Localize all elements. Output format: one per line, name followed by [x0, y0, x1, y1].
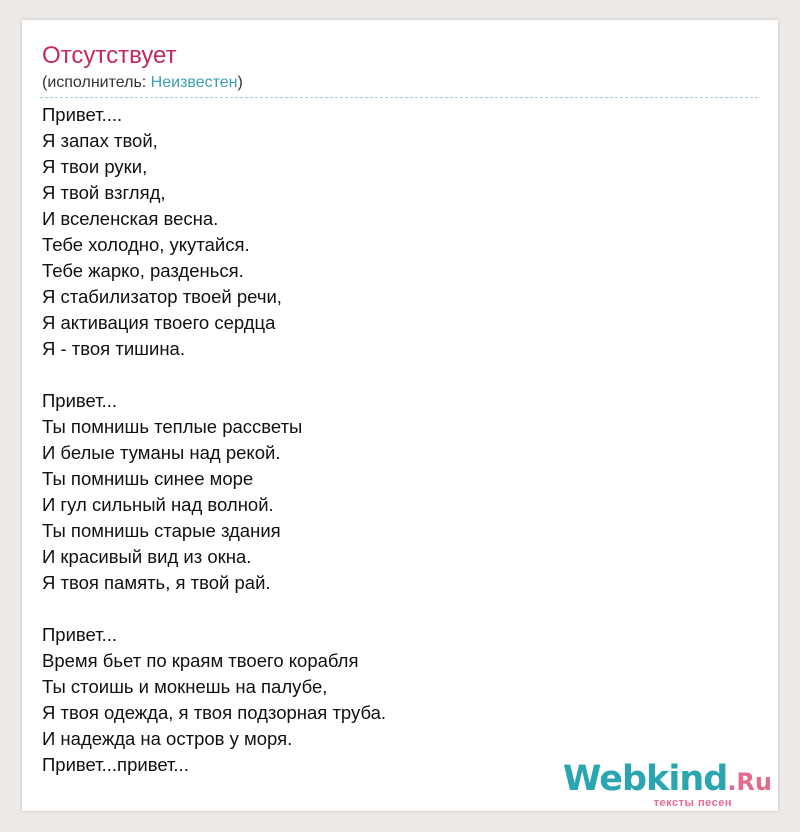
- lyric-line: И вселенская весна.: [42, 208, 219, 229]
- lyric-line: Я твои руки,: [42, 156, 148, 177]
- lyrics-text: [42, 102, 742, 778]
- header-divider: [40, 97, 758, 98]
- lyric-line: И красивый вид из окна.: [42, 546, 252, 567]
- lyric-line: Я твоя память, я твой рай.: [42, 572, 271, 593]
- artist-link[interactable]: Неизвестен: [150, 74, 238, 91]
- lyrics-card: [22, 20, 778, 811]
- lyric-line: Я активация твоего сердца: [42, 312, 276, 333]
- lyric-line: Ты стоишь и мокнешь на палубе,: [42, 676, 328, 697]
- logo-brand-tld: .Ru: [727, 768, 772, 796]
- song-title: Отсутствует: [42, 42, 177, 69]
- logo-brand-main: Webkind: [562, 759, 728, 799]
- lyric-line: И гул сильный над волной.: [42, 494, 274, 515]
- lyric-line: Тебе холодно, укутайся.: [42, 234, 250, 255]
- lyric-line: И надежда на остров у моря.: [42, 728, 293, 749]
- lyric-line: Привет....: [42, 104, 123, 125]
- artist-prefix: (исполнитель:: [42, 74, 151, 91]
- artist-suffix: ): [237, 74, 243, 91]
- artist-line: [42, 73, 243, 93]
- lyric-line: Я - твоя тишина.: [42, 338, 185, 359]
- lyric-line: Я твоя одежда, я твоя подзорная труба.: [42, 702, 387, 723]
- lyric-line: Привет...: [42, 390, 118, 411]
- lyric-line: Я запах твой,: [42, 130, 158, 151]
- lyric-line: Ты помнишь синее море: [42, 468, 254, 489]
- lyric-line: Время бьет по краям твоего корабля: [42, 650, 359, 671]
- lyric-line: [42, 596, 742, 622]
- lyric-line: Я стабилизатор твоей речи,: [42, 286, 282, 307]
- lyric-line: Я твой взгляд,: [42, 182, 166, 203]
- lyric-line: [42, 362, 742, 388]
- lyric-line: И белые туманы над рекой.: [42, 442, 281, 463]
- lyric-line: Ты помнишь старые здания: [42, 520, 281, 541]
- lyric-line: Привет...: [42, 624, 118, 645]
- lyric-line: Тебе жарко, разденься.: [42, 260, 244, 281]
- lyric-line: Ты помнишь теплые рассветы: [42, 416, 303, 437]
- lyric-line: Привет...привет...: [42, 754, 189, 775]
- logo-tagline: тексты песен: [653, 797, 732, 809]
- site-logo[interactable]: [562, 759, 772, 809]
